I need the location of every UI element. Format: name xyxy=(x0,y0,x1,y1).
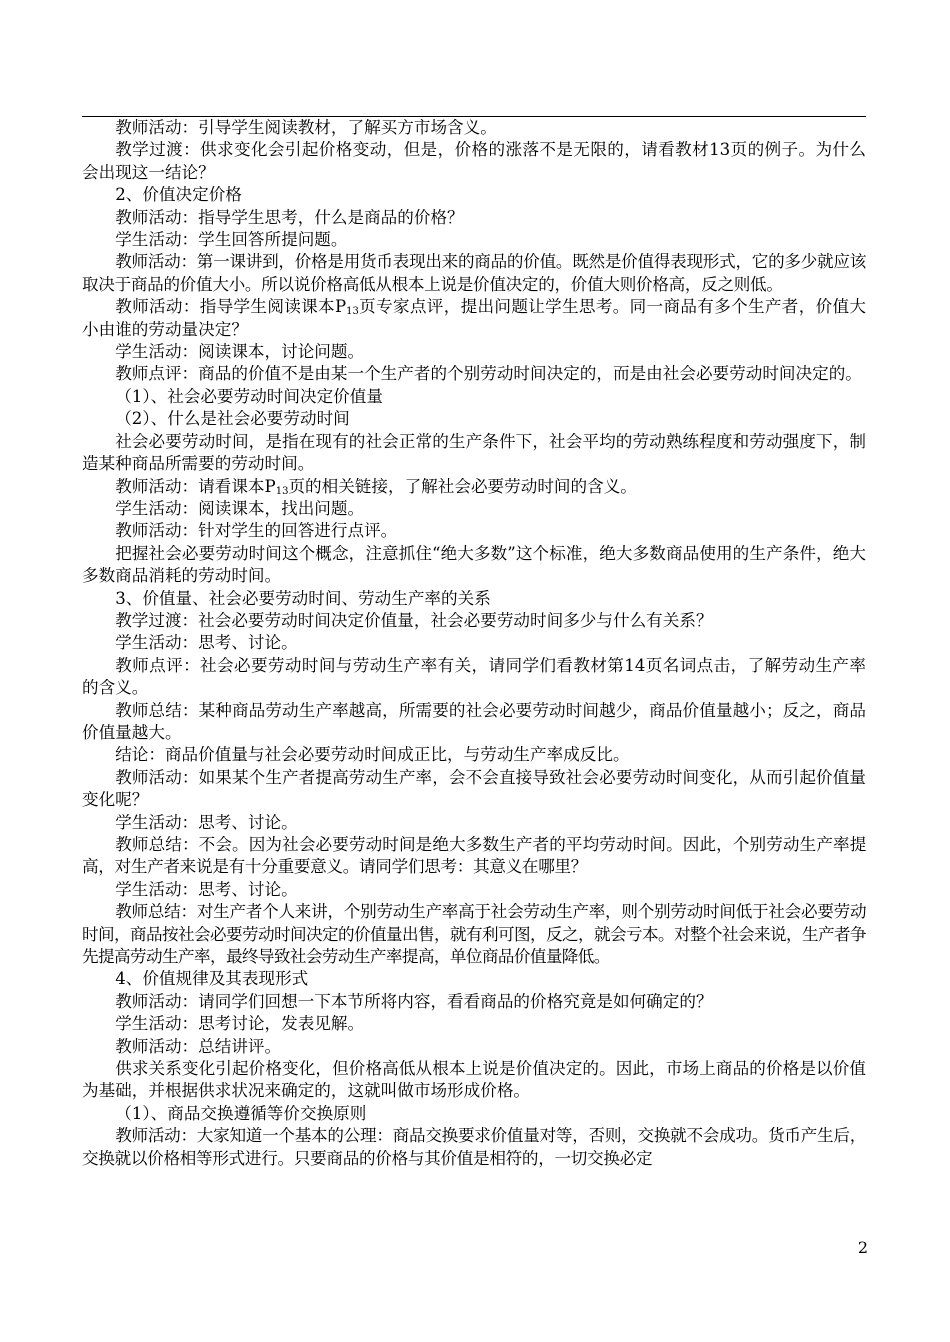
paragraph: 教师活动：如果某个生产者提高劳动生产率，会不会直接导致社会必要劳动时间变化，从而引起价值量变化呢？ xyxy=(82,767,866,810)
paragraph: 教师活动：请同学们回想一下本节所将内容，看看商品的价格究竟是如何确定的？ xyxy=(115,991,713,1011)
subsection-heading: （2）、什么是社会必要劳动时间 xyxy=(115,409,350,429)
section-heading: 4、价值规律及其表现形式 xyxy=(115,969,309,989)
paragraph: 教师总结：不会。因为社会必要劳动时间是绝大多数生产者的平均劳动时间。因此，个别劳动生产率提高，对生产者来说是有十分重要意义。请同学们思考：其意义在哪里？ xyxy=(82,835,866,877)
paragraph: 学生活动：学生回答所提问题。 xyxy=(115,230,348,250)
section-heading: 3、价值量、社会必要劳动时间、劳动生产率的关系 xyxy=(115,588,491,608)
paragraph: 学生活动：阅读课本，找出问题。 xyxy=(115,498,365,518)
paragraph-text: 教师活动：请看课本P xyxy=(115,476,276,496)
paragraph: 教师总结：对生产者个人来讲，个别劳动生产率高于社会劳动生产率，则个别劳动时间低于社会必要劳动时间，商品按社会必要劳动时间决定的价值量出售，就有利可图，反之，就会亏本。对整个社会来说，生产者争先提高劳动生产率，最终导致社会劳动生产率提高，单位商品价值量降低。 xyxy=(82,902,866,967)
subsection-heading: （1）、商品交换遵循等价交换原则 xyxy=(115,1103,367,1123)
paragraph: 教师活动：针对学生的回答进行点评。 xyxy=(115,521,398,541)
page-subscript: 13 xyxy=(346,306,359,318)
paragraph: 教师活动：大家知道一个基本的公理：商品交换要求价值量对等，否则，交换就不会成功。货币产生后，交换就以价格相等形式进行。只要商品的价格与其价值是相符的，一切交换必定 xyxy=(82,1126,866,1168)
paragraph: 教师活动：总结讲评。 xyxy=(115,1036,282,1056)
page-subscript: 13 xyxy=(275,485,289,497)
paragraph: 结论：商品价值量与社会必要劳动时间成正比，与劳动生产率成反比。 xyxy=(115,745,630,765)
paragraph: 学生活动：阅读课本，讨论问题。 xyxy=(115,342,365,362)
paragraph: 教学过渡：供求变化会引起价格变动，但是，价格的涨落不是无限的，请看教材13页的例子。为什么会出现这一结论？ xyxy=(82,140,866,182)
paragraph: 教师活动：引导学生阅读教材，了解买方市场含义。 xyxy=(115,118,497,137)
paragraph: 教师活动：指导学生思考，什么是商品的价格？ xyxy=(115,207,464,227)
paragraph: 教师点评：社会必要劳动时间与劳动生产率有关，请同学们看教材第14页名词点击，了解劳动生产率的含义。 xyxy=(82,655,866,698)
page-number: 2 xyxy=(857,1238,868,1257)
paragraph: 教师总结：某种商品劳动生产率越高，所需要的社会必要劳动时间越少，商品价值量越小；反之，商品价值量越大。 xyxy=(82,700,866,742)
paragraph-text: 页专家点评，提出问题让学生思考。同一商品有多个生产者，价值大小由谁的劳动量决定？ xyxy=(82,297,867,339)
paragraph-text: 教师活动：指导学生阅读课本P xyxy=(115,297,347,317)
paragraph: 社会必要劳动时间，是指在现有的社会正常的生产条件下，社会平均的劳动熟练程度和劳动强度下，制造某种商品所需要的劳动时间。 xyxy=(82,431,866,474)
paragraph xyxy=(82,476,866,498)
section-heading: 2、价值决定价格 xyxy=(115,185,242,205)
paragraph: 教学过渡：社会必要劳动时间决定价值量，社会必要劳动时间多少与什么有关系？ xyxy=(115,610,713,630)
paragraph: 教师点评：商品的价值不是由某一个生产者的个别劳动时间决定的，而是由社会必要劳动时间决定的。 xyxy=(115,364,862,384)
subsection-heading: （1）、社会必要劳动时间决定价值量 xyxy=(115,386,383,406)
paragraph: 学生活动：思考讨论，发表见解。 xyxy=(115,1014,365,1034)
document-body xyxy=(82,117,866,1170)
paragraph: 学生活动：思考、讨论。 xyxy=(115,812,298,832)
paragraph: 教师活动：第一课讲到，价格是用货币表现出来的商品的价值。既然是价值得表现形式，它的多少就应该取决于商品的价值大小。所以说价格高低从根本上说是价值决定的，价值大则价格高，反之则低。 xyxy=(82,252,866,294)
paragraph: 学生活动：思考、讨论。 xyxy=(115,633,298,653)
paragraph: 把握社会必要劳动时间这个概念，注意抓住“绝大多数”这个标准，绝大多数商品使用的生产条件，绝大多数商品消耗的劳动时间。 xyxy=(82,543,866,586)
paragraph xyxy=(82,296,866,341)
paragraph: 学生活动：思考、讨论。 xyxy=(115,879,298,899)
paragraph: 供求关系变化引起价格变化，但价格高低从根本上说是价值决定的。因此，市场上商品的价格是以价值为基础，并根据供求状况来确定的，这就叫做市场形成价格。 xyxy=(82,1059,866,1101)
paragraph-text: 页的相关链接，了解社会必要劳动时间的含义。 xyxy=(288,476,637,496)
